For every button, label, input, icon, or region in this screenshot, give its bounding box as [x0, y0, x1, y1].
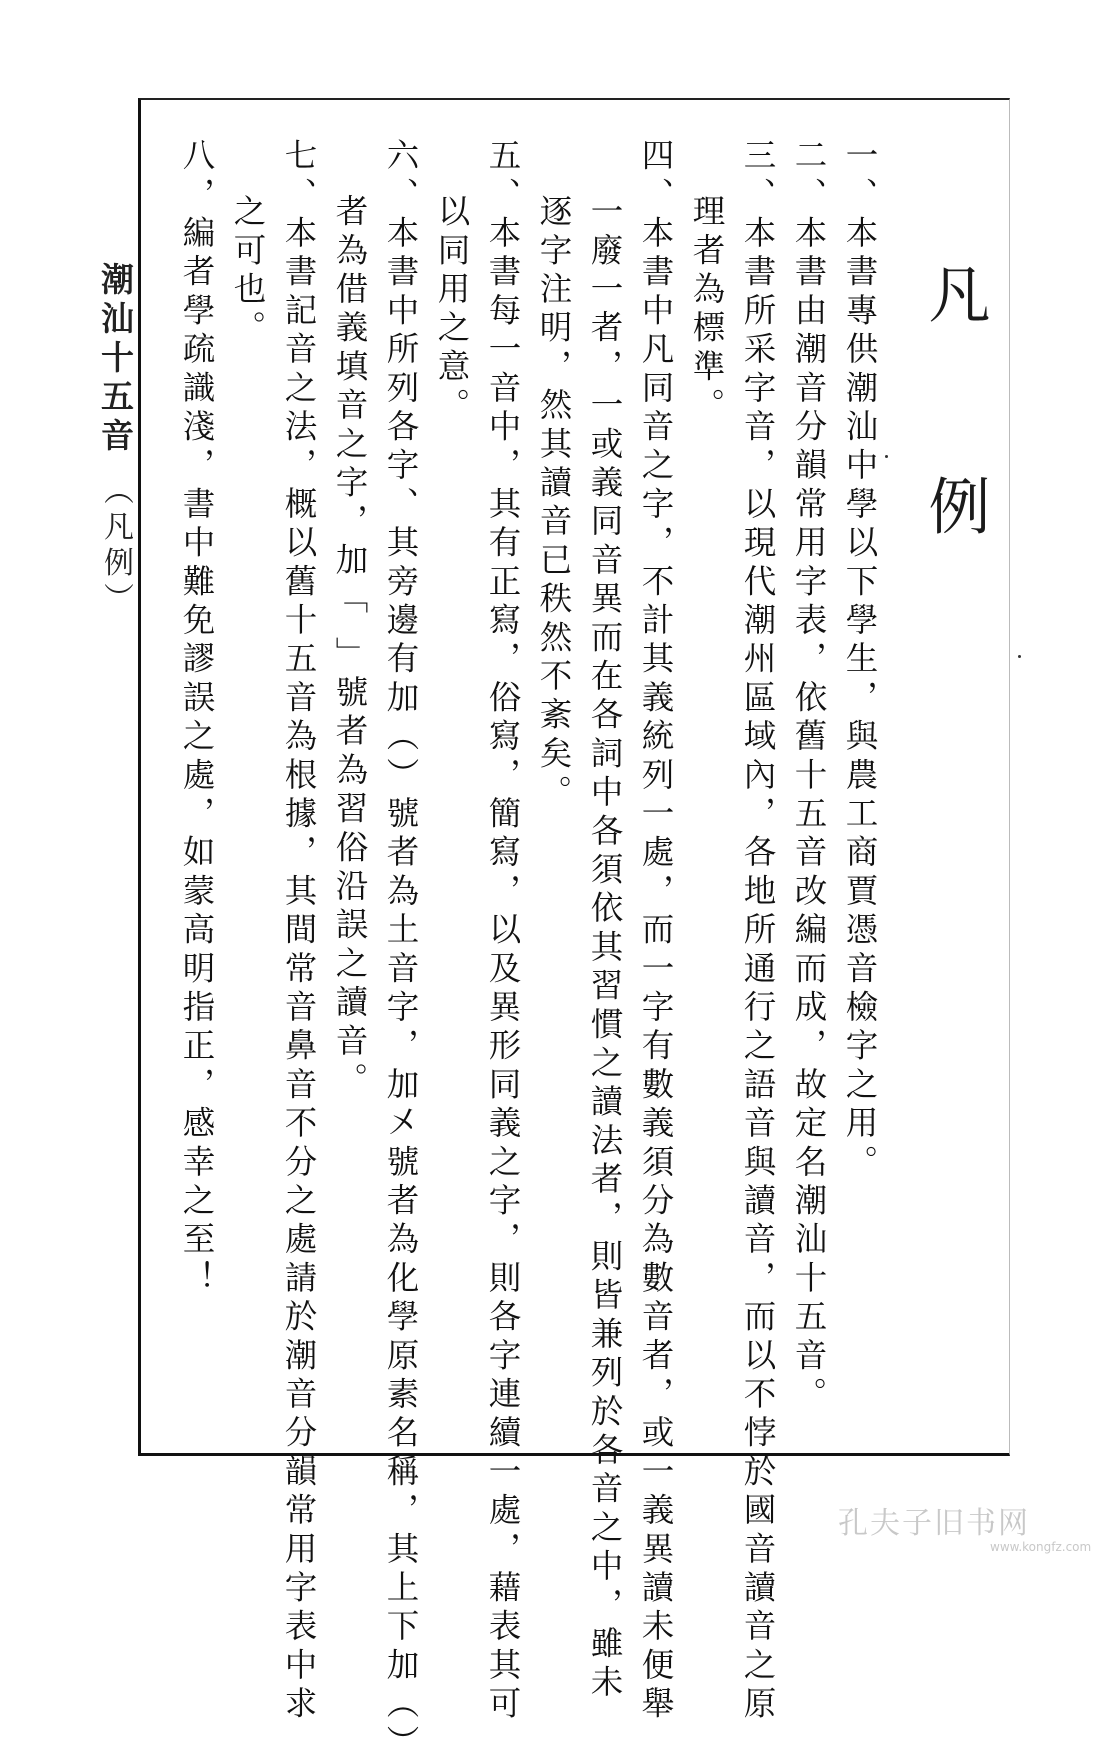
rule-item-8: 八，編者學疏識淺，書中難免謬誤之處，如蒙高明指正，感幸之至！ [178, 138, 216, 1299]
rule-item-4-continuation-1: 一廢一者，一或義同音異而在各詞中各須依其習慣之讀法者，則皆兼列於各音之中，雖未 [586, 194, 624, 1704]
rule-item-4-continuation-2: 逐字注明，然其讀音已秩然不紊矣。 [535, 194, 573, 814]
rule-item-2: 二、本書由潮音分韻常用字表，依舊十五音改編而成，故定名潮汕十五音。 [790, 138, 828, 1416]
running-head-book-title: 潮汕十五音 [96, 262, 135, 457]
rule-item-6: 六、本書中所列各字、其旁邊有加（）號者為土音字，加㐅號者為化學原素名稱，其上下加︵︶ [382, 138, 420, 1763]
scan-speck [1018, 655, 1021, 658]
rule-item-3: 三、本書所采字音，以現代潮州區域內，各地所通行之語音與讀音，而以不悖於國音讀音之原 [739, 138, 777, 1725]
page-title: 凡例 [918, 262, 991, 686]
rule-item-5: 五、本書每一音中，其有正寫，俗寫，簡寫，以及異形同義之字，則各字連續一處，藉表其可 [484, 138, 522, 1725]
running-head-section: （凡例） [98, 474, 133, 619]
watermark-logo: 孔夫子旧书网 [838, 1506, 1030, 1541]
scan-speck [885, 455, 888, 458]
rules-body [171, 138, 885, 1763]
rule-item-5-continuation: 以同用之意。 [433, 194, 471, 427]
watermark-url: www.kongfz.com [990, 1540, 1092, 1554]
rule-item-1: 一、本書專供潮汕中學以下學生，與農工商賈憑音檢字之用。 [841, 138, 879, 1183]
rule-item-7-continuation: 之可也。 [229, 194, 267, 349]
running-head [92, 262, 139, 619]
rule-item-7: 七、本書記音之法，概以舊十五音為根據，其間常音鼻音不分之處請於潮音分韻常用字表中求 [280, 138, 318, 1725]
rule-item-4: 四、本書中凡同音之字，不計其義統列一處，而一字有數義須分為數音者，或一義異讀未便舉 [637, 138, 675, 1725]
rule-item-3-continuation: 理者為標準。 [688, 194, 726, 427]
rule-item-6-continuation: 者為借義填音之字，加「 」號者為習俗沿誤之讀音。 [331, 194, 369, 1101]
